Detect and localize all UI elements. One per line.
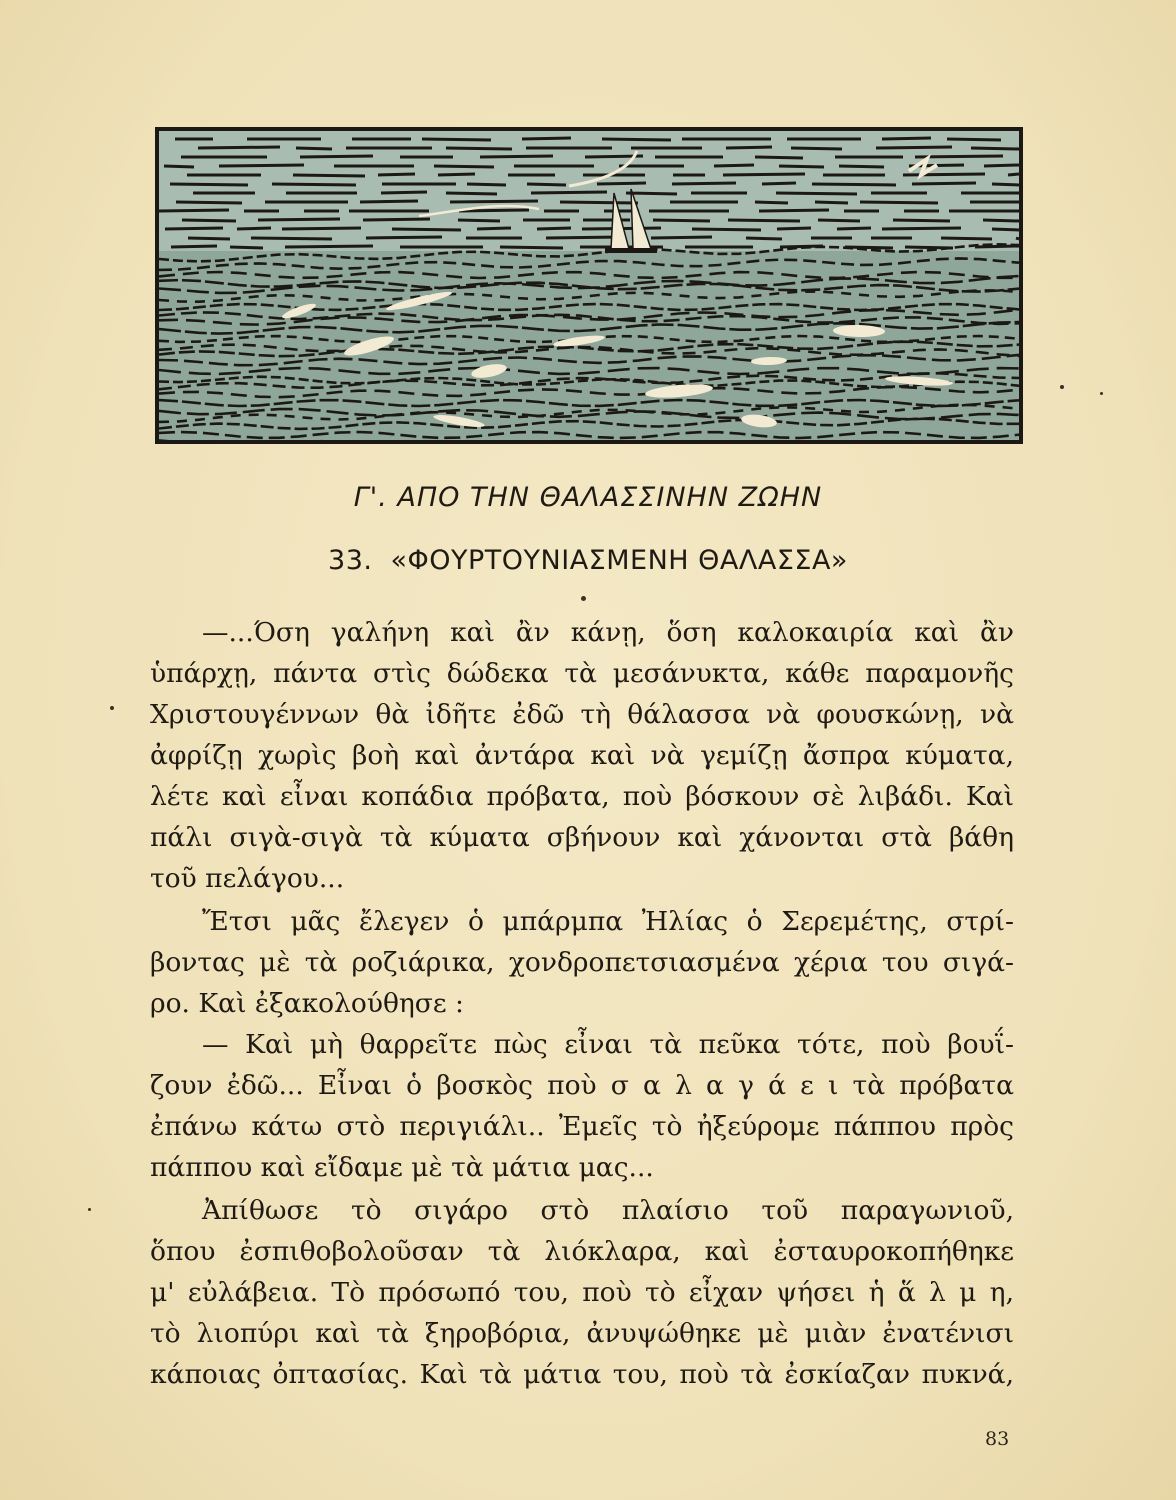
paper-speck (1060, 385, 1064, 389)
page-number: 83 (985, 1428, 1010, 1450)
text-line: κάποιας ὀπτασίας. Καὶ τὰ μάτια του, ποὺ τὰ ἐσκίαζαν πυκνά, (150, 1359, 1014, 1390)
text-line: βοντας μὲ τὰ ροζιάρικα, χονδροπετσιασμένα χέρια του σιγά- (150, 947, 1014, 978)
text-line: πάλι σιγὰ-σιγὰ τὰ κύματα σβήνουν καὶ χάνονται στὰ βάθη (150, 822, 1014, 853)
text-line: — Καὶ μὴ θαρρεῖτε πὼς εἶναι τὰ πεῦκα τότε, ποὺ βουΐ- (202, 1029, 1014, 1060)
text-line: πάππου καὶ εἴδαμε μὲ τὰ μάτια μας... (150, 1152, 654, 1183)
text-line: Ἔτσι μᾶς ἔλεγεν ὁ μπάρμπα Ἠλίας ὁ Σερεμέτης, στρί- (202, 906, 1014, 937)
text-line: τὸ λιοπύρι καὶ τὰ ξηροβόρια, ἀνυψώθηκε μὲ μιὰν ἐνατένισι (150, 1318, 1014, 1349)
chapter-title (0, 545, 1176, 576)
chapter-title-text: «ΦΟΥΡΤΟΥΝΙΑΣΜΕΝΗ ΘΑΛΑΣΣΑ» (390, 545, 848, 576)
text-line: ὅπου ἐσπιθοβολοῦσαν τὰ λιόκλαρα, καὶ ἐσταυροκοπήθηκε (150, 1236, 1014, 1267)
text-line: λέτε καὶ εἶναι κοπάδια πρόβατα, ποὺ βόσκουν σὲ λιβάδι. Καὶ (150, 781, 1014, 812)
text-line: μ' εὐλάβεια. Τὸ πρόσωπό του, ποὺ τὸ εἶχαν ψήσει ἡ ἅ λ μ η, (150, 1277, 1014, 1308)
paper-speck (1100, 392, 1103, 395)
body-text (150, 612, 1014, 1395)
text-line: Ἀπίθωσε τὸ σιγάρο στὸ πλαίσιο τοῦ παραγωνιοῦ, (202, 1195, 1014, 1226)
text-line: —...Όση γαλήνη καὶ ἂν κάνῃ, ὅση καλοκαιρία καὶ ἂν (202, 617, 1014, 648)
text-line: ὑπάρχῃ, πάντα στὶς δώδεκα τὰ μεσάνυκτα, κάθε παραμονῆς (150, 658, 1014, 689)
text-line: Χριστουγέννων θὰ ἰδῆτε ἐδῶ τὴ θάλασσα νὰ φουσκώνῃ, νὰ (150, 699, 1014, 730)
paper-speck (110, 706, 114, 710)
text-line: τοῦ πελάγου... (150, 863, 345, 894)
chapter-number: 33. (328, 545, 373, 576)
section-heading: Γ'. ΑΠΟ ΤΗΝ ΘΑΛΑΣΣΙΝΗΝ ΖΩΗΝ (353, 482, 823, 513)
text-line: ρο. Καὶ ἐξακολούθησε : (150, 988, 464, 1019)
text-line: ζουν ἐδῶ... Εἶναι ὁ βοσκὸς ποὺ σ α λ α γ ά ε ι τὰ πρόβατα (150, 1070, 1014, 1101)
paper-speck (581, 596, 586, 601)
text-line: ἐπάνω κάτω στὸ περιγιάλι.. Ἐμεῖς τὸ ἠξεύρομε πάππου πρὸς (150, 1111, 1014, 1142)
seascape-woodcut-icon (155, 127, 1023, 444)
paper-speck (88, 1208, 91, 1211)
text-line: ἀφρίζῃ χωρὶς βοὴ καὶ ἀντάρα καὶ νὰ γεμίζῃ ἄσπρα κύματα, (150, 740, 1014, 771)
